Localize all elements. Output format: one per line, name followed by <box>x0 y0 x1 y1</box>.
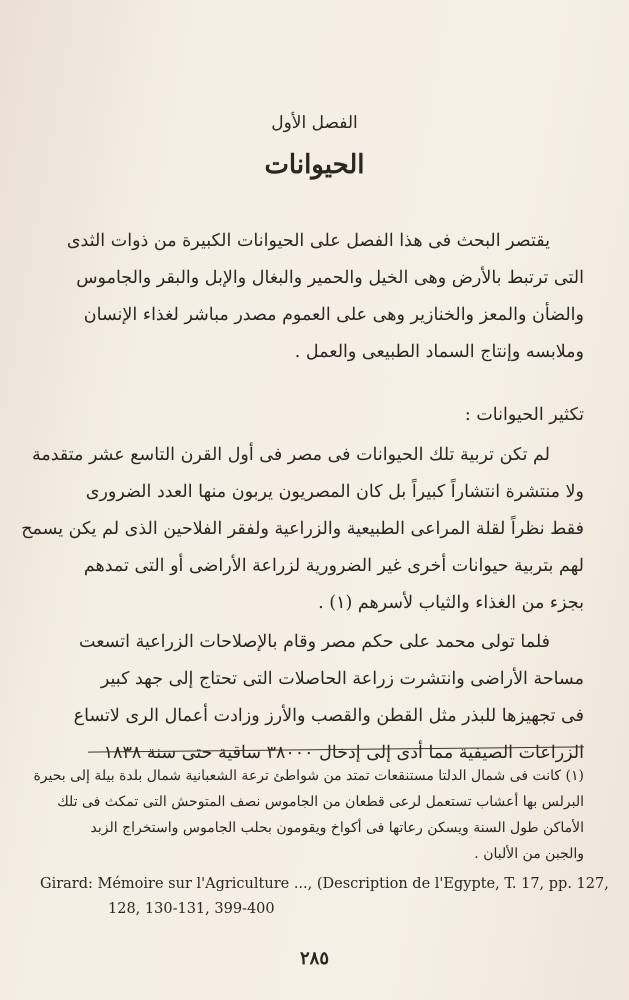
section-subheading: تكثير الحيوانات : <box>464 405 584 425</box>
page-title: الحيوانات <box>264 150 365 180</box>
text-line: فقط نظراً لقلة المراعى الطبيعية والزراعية ولفقر الفلاحين الذى لم يكن يسمح <box>21 519 584 539</box>
chapter-heading: الفصل الأول <box>271 113 358 133</box>
intro-paragraph <box>66 223 584 371</box>
reference-line: 128, 130-131, 399-400 <box>108 901 275 917</box>
footnote-line: الأماكن طول السنة ويسكن رعاتها فى أكواخ ويقومون بحلب الجاموس واستخراج الزبد <box>90 820 584 836</box>
text-line: لم تكن تربية تلك الحيوانات فى مصر فى أول القرن التاسع عشر متقدمة <box>31 445 550 465</box>
page-number: ٢٨٥ <box>299 948 329 969</box>
text-line: والضأن والمعز والخنازير وهى على العموم مصدر مباشر لغذاء الإنسان <box>83 305 584 325</box>
footnote <box>33 763 584 867</box>
text-line: وملابسه وإنتاج السماد الطبيعى والعمل . <box>294 342 584 362</box>
reference-line: Girard: Mémoire sur l'Agriculture ..., (Description de l'Egypte, T. 17, pp. 127, <box>40 876 609 892</box>
paragraph-breeding <box>21 437 584 622</box>
text-line: مساحة الأراضى وانتشرت زراعة الحاصلات التى تحتاج إلى جهد كبير <box>100 669 584 689</box>
reference-citation <box>40 872 609 922</box>
text-line: ولا منتشرة انتشاراً كبيراً بل كان المصريون يربون منها العدد الضرورى <box>85 482 584 502</box>
text-line: يقتصر البحث فى هذا الفصل على الحيوانات الكبيرة من ذوات الثدى <box>66 231 550 251</box>
text-line: فى تجهيزها للبذر مثل القطن والقصب والأرز وزادت أعمال الرى لاتساع <box>73 706 584 726</box>
footnote-line: (١) كانت فى شمال الدلتا مستنقعات تمتد من شواطئ ترعة الشعبانية شمال بلدة بيلة إلى بحيرة <box>33 768 584 784</box>
text-line: فلما تولى محمد على حكم مصر وقام بالإصلاحات الزراعية اتسعت <box>79 632 550 652</box>
text-line: التى ترتبط بالأرض وهى الخيل والحمير والبغال والإبل والبقر والجاموس <box>76 268 584 288</box>
footnote-line: والجبن من الألبان . <box>474 846 584 862</box>
text-line: لهم بتربية حيوانات أخرى غير الضرورية لزراعة الأراضى أو التى تمدهم <box>83 556 584 576</box>
text-line: الزراعات الصيفية مما أدى إلى إدخال ٣٨٠٠٠ ساقية حتى سنة ١٨٣٨ <box>103 743 584 763</box>
footnote-line: البرلس بها أعشاب تستعمل لرعى قطعان من الجاموس نصف المتوحش التى تمكث فى تلك <box>57 794 584 810</box>
text-line: بجزء من الغذاء والثياب لأسرهم (١) . <box>318 593 584 613</box>
